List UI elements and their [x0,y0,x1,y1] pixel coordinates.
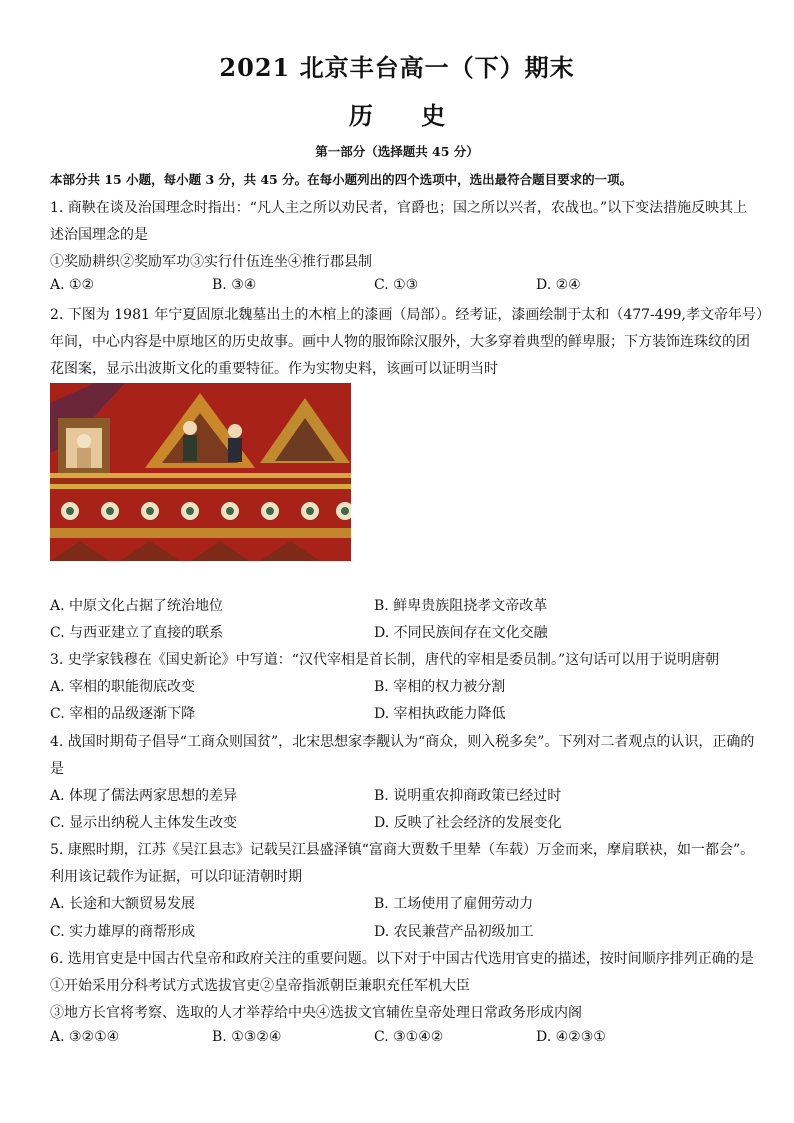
q4-stem-line2: 是 [50,761,64,777]
q1-stem-line1: 1. 商鞅在谈及治国理念时指出：“凡人主之所以劝民者，官爵也；国之所以兴者，农战也。”以下变法措施反映其上 [50,200,748,216]
q3-option-c[interactable]: C. 宰相的品级逐渐下降 [50,706,196,722]
subject-title: 历 史 [348,101,446,130]
q5-option-c[interactable]: C. 实力雄厚的商帮形成 [50,924,196,940]
q3-option-b[interactable]: B. 宰相的权力被分割 [374,679,506,695]
exam-title: 2021 北京丰台高一（下）期末 [219,53,575,82]
q3-option-d[interactable]: D. 宰相执政能力降低 [374,706,506,722]
part1-instructions: 本部分共 15 小题，每小题 3 分，共 45 分。在每小题列出的四个选项中，选出最符合题目要求的一项。 [50,172,633,187]
q1-option-d[interactable]: D. ②④ [536,277,581,293]
lacquer-painting-image [50,383,351,561]
q4-option-c[interactable]: C. 显示出纳税人主体发生改变 [50,815,238,831]
q2-option-d[interactable]: D. 不同民族间存在文化交融 [374,625,548,641]
q1-items: ①奖励耕织②奖励军功③实行什伍连坐④推行郡县制 [50,254,372,270]
q2-option-b[interactable]: B. 鲜卑贵族阻挠孝文帝改革 [374,598,548,614]
q3-stem-line1: 3. 史学家钱穆在《国史新论》中写道：“汉代宰相是首长制，唐代的宰相是委员制。”这句话可以用于说明唐朝 [50,652,720,668]
q2-option-c[interactable]: C. 与西亚建立了直接的联系 [50,625,224,641]
q4-option-a[interactable]: A. 体现了儒法两家思想的差异 [50,788,238,804]
q1-stem-line2: 述治国理念的是 [50,227,148,243]
q6-option-a[interactable]: A. ③②①④ [50,1029,120,1045]
q1-option-a[interactable]: A. ①② [50,277,95,293]
q4-stem-line1: 4. 战国时期荀子倡导“工商众则国贫”，北宋思想家李觏认为“商众，则入税多矣”。下列对二者观点的认识，正确的 [50,734,755,750]
q4-option-b[interactable]: B. 说明重农抑商政策已经过时 [374,788,562,804]
q6-option-c[interactable]: C. ③①④② [374,1029,444,1045]
q5-stem-line2: 利用该记载作为证据，可以印证清朝时期 [50,869,302,885]
q2-stem-line1: 2. 下图为 1981 年宁夏固原北魏墓出土的木棺上的漆画（局部）。经考证，漆画绘制于太和（477-499,孝文帝年号） [50,307,770,323]
q4-option-d[interactable]: D. 反映了社会经济的发展变化 [374,815,562,831]
q1-option-b[interactable]: B. ③④ [212,277,257,293]
q6-stem-line2: ①开始采用分科考试方式选拔官吏②皇帝指派朝臣兼职充任军机大臣 [50,978,470,994]
q2-stem-line3: 花图案，显示出波斯文化的重要特征。作为实物史料，该画可以证明当时 [50,361,498,377]
q1-option-c[interactable]: C. ①③ [374,277,419,293]
q2-option-a[interactable]: A. 中原文化占据了统治地位 [50,598,224,614]
q2-stem-line2: 年间，中心内容是中原地区的历史故事。画中人物的服饰除汉服外，大多穿着典型的鲜卑服；下方装饰连珠纹的团 [50,334,750,350]
q5-option-a[interactable]: A. 长途和大额贸易发展 [50,896,196,912]
q6-option-b[interactable]: B. ①③②④ [212,1029,282,1045]
q3-option-a[interactable]: A. 宰相的职能彻底改变 [50,679,196,695]
q6-stem-line3: ③地方长官将考察、选取的人才举荐给中央④选拔文官辅佐皇帝处理日常政务形成内阁 [50,1005,582,1021]
q5-stem-line1: 5. 康熙时期，江苏《吴江县志》记载吴江县盛泽镇“富商大贾数千里辇（车载）万金而来，摩肩联袂，如一都会”。 [50,842,755,858]
q5-option-b[interactable]: B. 工场使用了雇佣劳动力 [374,896,534,912]
q5-option-d[interactable]: D. 农民兼营产品初级加工 [374,924,534,940]
q6-option-d[interactable]: D. ④②③① [536,1029,606,1045]
q6-stem-line1: 6. 选用官吏是中国古代皇帝和政府关注的重要问题。以下对于中国古代选用官吏的描述，按时间顺序排列正确的是 [50,951,754,967]
part1-title: 第一部分（选择题共 45 分） [315,144,479,159]
